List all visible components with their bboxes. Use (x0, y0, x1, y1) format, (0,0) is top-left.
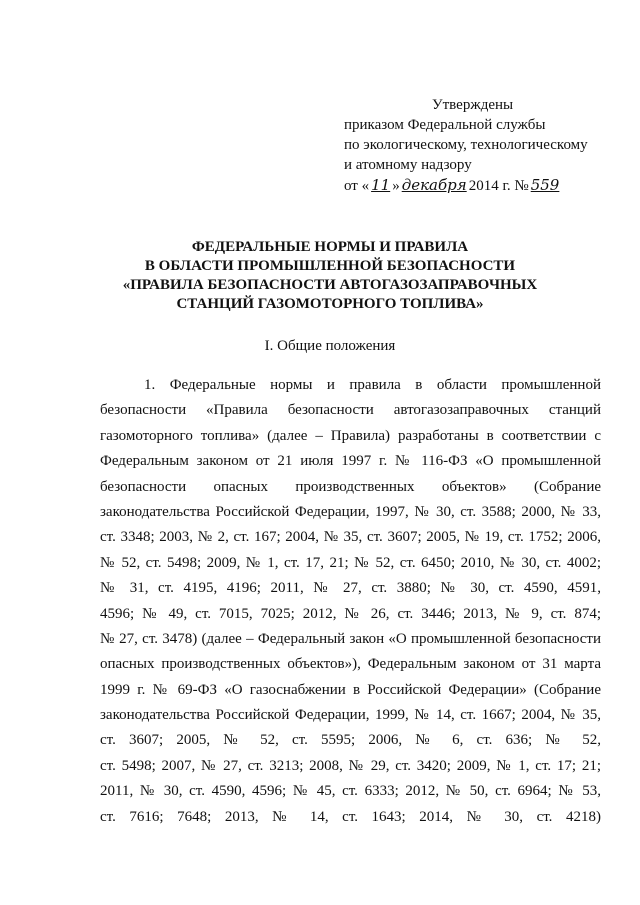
paragraph-line: законодательства Российской Федерации, 1999, № 14, ст. 1667; 2004, № 35, (100, 707, 601, 724)
paragraph-line: 1. Федеральные нормы и правила в области промышленной (144, 377, 601, 393)
paragraph-line: безопасности «Правила безопасности автогазозаправочных станций (100, 402, 601, 419)
paragraph-line: № 27, ст. 3478) (далее – Федеральный закон «О промышленной безопасности (100, 630, 601, 647)
paragraph-line: опасных производственных объектов»), Федеральным законом от 31 марта (100, 656, 601, 673)
section-heading: I. Общие положения (264, 338, 396, 354)
date-day-handwritten: 11 (371, 176, 391, 194)
paragraph-line: ст. 3607; 2005, № 52, ст. 5595; 2006, № 6, ст. 636; № 52, (100, 732, 601, 749)
title-line: СТАНЦИЙ ГАЗОМОТОРНОГО ТОПЛИВА» (176, 296, 484, 312)
paragraph-line: газомоторного топлива» (далее – Правила) разработаны в соответствии с (100, 427, 601, 444)
date-prefix: от « (344, 178, 370, 194)
approval-date-line (344, 175, 624, 196)
title-line: «ПРАВИЛА БЕЗОПАСНОСТИ АВТОГАЗОЗАПРАВОЧНЫХ (122, 277, 538, 293)
approval-line: и атомному надзору (344, 157, 472, 173)
approval-line: по экологическому, технологическому (344, 137, 588, 153)
title-line: ФЕДЕРАЛЬНЫЕ НОРМЫ И ПРАВИЛА (191, 239, 469, 255)
document-title (70, 238, 590, 314)
paragraph-line: 2011, № 30, ст. 4590, 4596; № 45, ст. 6333; 2012, № 50, ст. 6964; № 53, (100, 783, 601, 800)
title-line: В ОБЛАСТИ ПРОМЫШЛЕННОЙ БЕЗОПАСНОСТИ (144, 258, 516, 274)
date-month-handwritten: декабря (401, 176, 467, 194)
paragraph-line: ст. 3348; 2003, № 2, ст. 167; 2004, № 35, ст. 3607; 2005, № 19, ст. 1752; 2006, (100, 529, 601, 546)
paragraph-line: 4596; № 49, ст. 7015, 7025; 2012, № 26, ст. 3446; 2013, № 9, ст. 874; (100, 605, 601, 622)
paragraph-line: безопасности опасных производственных объектов» (Собрание (100, 478, 601, 495)
paragraph-line: законодательства Российской Федерации, 1997, № 30, ст. 3588; 2000, № 33, (100, 503, 601, 520)
paragraph-line: № 31, ст. 4195, 4196; 2011, № 27, ст. 3880; № 30, ст. 4590, 4591, (100, 580, 601, 597)
approval-line: приказом Федеральной службы (344, 117, 546, 133)
paragraph-line: ст. 5498; 2007, № 27, ст. 3213; 2008, № 29, ст. 3420; 2009, № 1, ст. 17; 21; (100, 757, 601, 774)
paragraph-line: № 52, ст. 5498; 2009, № 1, ст. 17, 21; № 52, ст. 6450; 2010, № 30, ст. 4002; (100, 554, 601, 571)
paragraph-line: ст. 7616; 7648; 2013, № 14, ст. 1643; 2014, № 30, ст. 4218) (100, 808, 601, 825)
approval-line: Утверждены (432, 97, 514, 113)
paragraph-line: 1999 г. № 69-ФЗ «О газоснабжении в Российской Федерации» (Собрание (100, 681, 601, 698)
date-year: 2014 г. № (468, 178, 529, 194)
body-paragraph (100, 373, 601, 830)
date-mid: » (392, 178, 400, 194)
paragraph-line: Федеральным законом от 21 июля 1997 г. № 116-ФЗ «О промышленной (100, 453, 601, 470)
order-number-handwritten: 559 (530, 176, 560, 194)
approval-block (344, 95, 624, 196)
